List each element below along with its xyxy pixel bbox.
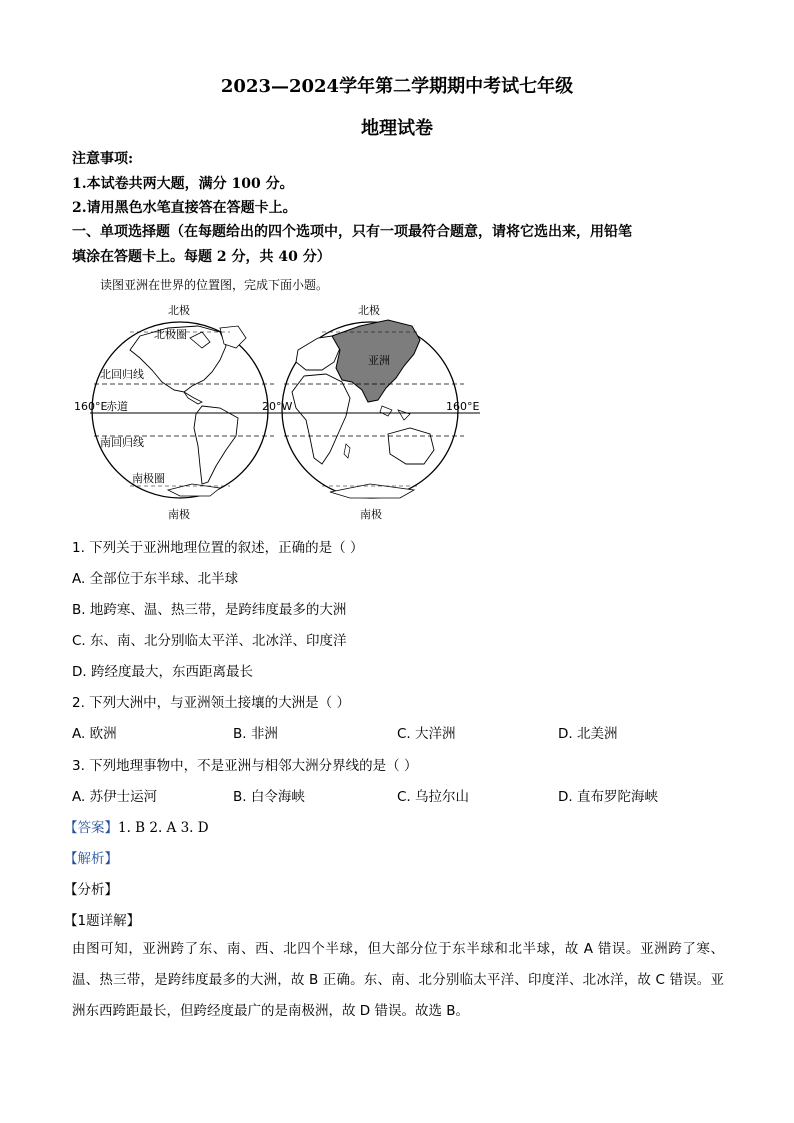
label-south-pole-right: 南极	[360, 508, 382, 521]
question-2-option-b: B. 非洲	[233, 726, 278, 742]
label-north-pole-left: 北极	[168, 304, 190, 317]
answer-row	[64, 816, 209, 836]
label-tropic-cancer: 北回归线	[100, 368, 144, 381]
label-arctic-circle: 北极圈	[154, 328, 187, 341]
label-asia: 亚洲	[368, 354, 390, 367]
world-map-figure	[70, 298, 490, 524]
notes-item-1: 1.本试卷共两大题，满分 100 分。	[72, 176, 294, 192]
analysis-jiexi-tag: 【解析】	[64, 851, 118, 867]
subject-title: 地理试卷	[361, 118, 433, 139]
question-3-option-c: C. 乌拉尔山	[397, 789, 470, 805]
question-2-option-c: C. 大洋洲	[397, 726, 456, 742]
question-3-option-d: D. 直布罗陀海峡	[558, 789, 658, 805]
label-antarctic-circle: 南极圈	[132, 472, 165, 485]
section-heading-line1: 一、单项选择题（在每题给出的四个选项中，只有一项最符合题意，请将它选出来，用铅笔	[72, 224, 632, 240]
analysis-detail-heading: 【1题详解】	[64, 913, 141, 929]
question-3-option-a: A. 苏伊士运河	[72, 789, 158, 805]
question-2-stem: 2. 下列大洲中，与亚洲领土接壤的大洲是（ ）	[72, 695, 350, 711]
label-tropic-capricorn: 南回归线	[100, 436, 144, 449]
analysis-fenxi-tag: 【分析】	[64, 882, 118, 898]
label-north-pole-right: 北极	[358, 304, 380, 317]
question-3-option-b: B. 白令海峡	[233, 789, 305, 805]
label-lon-right: 160°E	[446, 400, 480, 413]
notes-item-2: 2.请用黑色水笔直接答在答题卡上。	[72, 200, 297, 216]
question-1-option-d: D. 跨经度最大，东西距离最长	[72, 664, 253, 680]
question-1-option-b: B. 地跨寒、温、热三带，是跨纬度最多的大洲	[72, 602, 347, 618]
question-3-stem: 3. 下列地理事物中，不是亚洲与相邻大洲分界线的是（ ）	[72, 758, 418, 774]
eastern-hemisphere	[282, 320, 458, 498]
exam-title: 2023—2024学年第二学期期中考试七年级	[220, 76, 574, 97]
label-south-pole-left: 南极	[168, 508, 190, 521]
answer-tag: 【答案】	[64, 820, 118, 836]
section-heading-line2: 填涂在答题卡上。每题 2 分，共 40 分）	[72, 249, 331, 265]
answer-values: 1. B 2. A 3. D	[118, 820, 209, 836]
notes-heading: 注意事项:	[72, 151, 134, 167]
label-equator: 赤道	[106, 400, 128, 413]
label-lon-mid: 20°W	[262, 400, 293, 413]
figure-caption: 读图亚洲在世界的位置图，完成下面小题。	[100, 278, 329, 292]
question-1-option-c: C. 东、南、北分别临太平洋、北冰洋、印度洋	[72, 633, 347, 649]
question-1-stem: 1. 下列关于亚洲地理位置的叙述，正确的是（ ）	[72, 540, 364, 556]
question-1-option-a: A. 全部位于东半球、北半球	[72, 571, 239, 587]
analysis-detail-text: 由图可知，亚洲跨了东、南、西、北四个半球，但大部分位于东半球和北半球，故 A 错误。亚洲跨了寒、温、热三带，是跨纬度最多的大洲，故 B 正确。东、南、北分别临太平洋、印度洋、北冰洋，故 C 错误。亚洲东西跨距最长，但跨经度最广的是南极洲，故 D 错误。故选 B。	[72, 941, 724, 1019]
label-lon-left: 160°E	[74, 400, 108, 413]
question-2-option-d: D. 北美洲	[558, 726, 618, 742]
question-2-option-a: A. 欧洲	[72, 726, 117, 742]
